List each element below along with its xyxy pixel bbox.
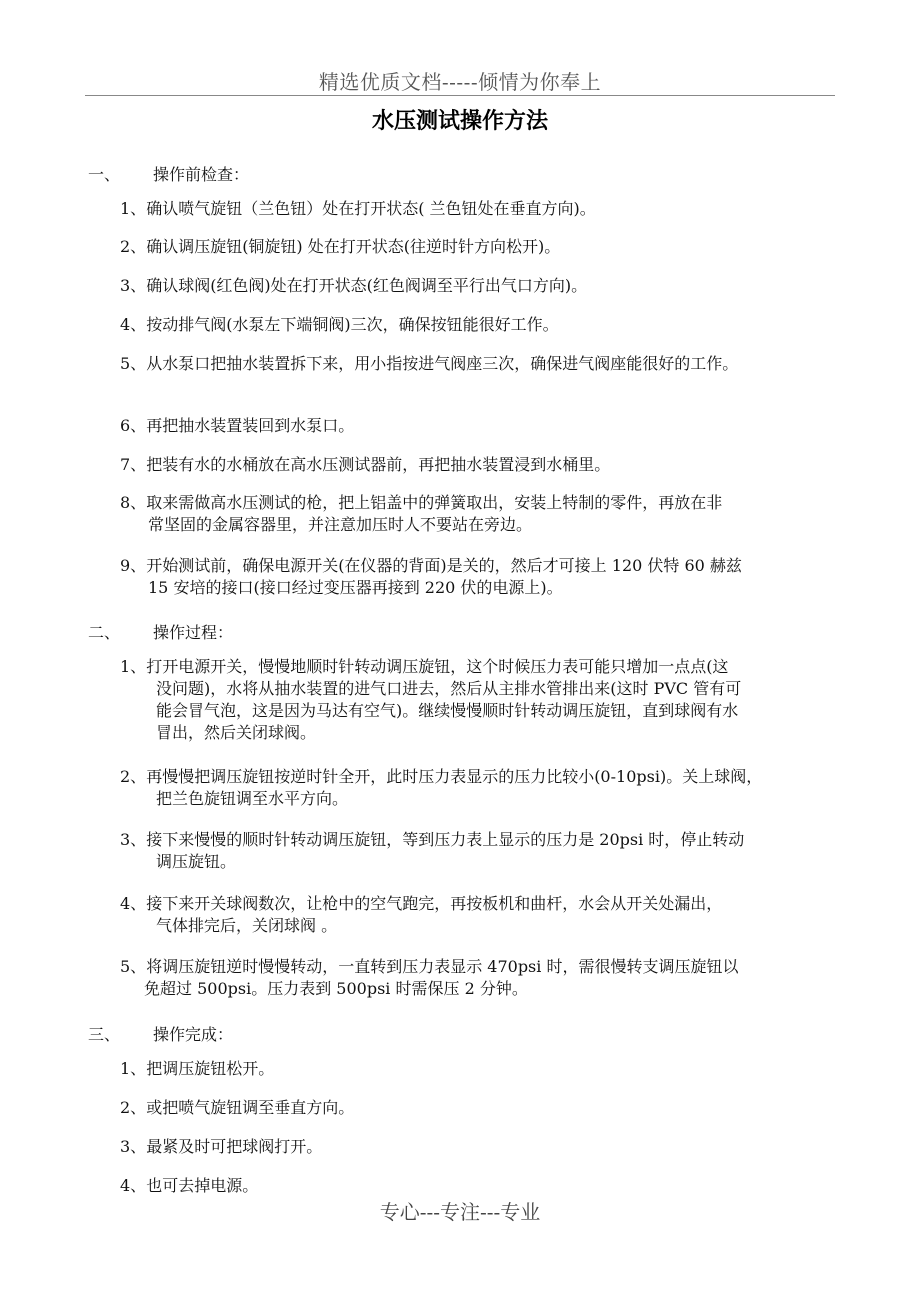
section-number: 二、 (88, 623, 121, 642)
list-item: 1、打开电源开关，慢慢地顺时针转动调压旋钮，这个时候压力表可能只增加一点点(这 没问题)，水将从抽水装置的进气口进去，然后从主排水管排出来(这时 PVC 管有可 能会冒气泡，这是因为马达有空气)。继续慢慢顺时针转动调压旋钮，直到球阀有水 冒出，然后关闭球阀。 (120, 657, 742, 742)
list-item: 5、将调压旋钮逆时慢慢转动，一直转到压力表显示 470psi 时，需很慢转支调压旋钮以 免超过 500psi。压力表到 500psi 时需保压 2 分钟。 (120, 957, 739, 998)
section-number: 三、 (88, 1025, 121, 1044)
list-item: 4、按动排气阀(水泵左下端铜阀)三次，确保按钮能很好工作。 (120, 315, 559, 334)
section-heading-2 (88, 620, 233, 643)
section-heading-3 (88, 1022, 233, 1045)
list-item: 3、接下来慢慢的顺时针转动调压旋钮，等到压力表上显示的压力是 20psi 时，停止转动 调压旋钮。 (120, 830, 745, 871)
section-title: 操作过程： (153, 623, 234, 642)
list-item: 2、确认调压旋钮(铜旋钮) 处在打开状态(往逆时针方向松开)。 (120, 237, 561, 256)
list-item: 4、接下来开关球阀数次，让枪中的空气跑完，再按板机和曲杆，水会从开关处漏出， 气体排完后，关闭球阀 。 (120, 894, 723, 935)
list-item: 6、再把抽水装置装回到水泵口。 (120, 416, 355, 435)
section-title: 操作前检查： (153, 165, 250, 184)
list-item: 2、再慢慢把调压旋钮按逆时针全开，此时压力表显示的压力比较小(0-10psi)。关上球阀， 把兰色旋钮调至水平方向。 (120, 767, 763, 808)
section-title: 操作完成： (153, 1025, 234, 1044)
section-heading-1 (88, 162, 249, 185)
list-item: 3、最紧及时可把球阀打开。 (120, 1137, 323, 1156)
header-text: 精选优质文档-----倾情为你奉上 (318, 70, 602, 94)
list-item: 9、开始测试前，确保电源开关(在仪器的背面)是关的，然后才可接上 120 伏特 60 赫兹 15 安培的接口(接口经过变压器再接到 220 伏的电源上)。 (120, 556, 742, 597)
list-item: 8、取来需做高水压测试的枪，把上铝盖中的弹簧取出，安装上特制的零件，再放在非 常坚固的金属容器里，并注意加压时人不要站在旁边。 (120, 493, 723, 534)
list-item: 7、把装有水的水桶放在高水压测试器前，再把抽水装置浸到水桶里。 (120, 455, 611, 474)
list-item: 5、从水泵口把抽水装置拆下来，用小指按进气阀座三次，确保进气阀座能很好的工作。 (120, 354, 739, 373)
list-item: 1、确认喷气旋钮（兰色钮）处在打开状态( 兰色钮处在垂直方向)。 (120, 199, 596, 218)
document-title: 水压测试操作方法 (371, 108, 548, 134)
page-footer: 专心---专注---专业 (379, 1200, 541, 1224)
list-item: 3、确认球阀(红色阀)处在打开状态(红色阀调至平行出气口方向)。 (120, 276, 588, 295)
list-item: 2、或把喷气旋钮调至垂直方向。 (120, 1098, 355, 1117)
section-number: 一、 (88, 165, 121, 184)
list-item: 1、把调压旋钮松开。 (120, 1059, 275, 1078)
page-header (85, 64, 835, 96)
list-item: 4、也可去掉电源。 (120, 1176, 259, 1195)
